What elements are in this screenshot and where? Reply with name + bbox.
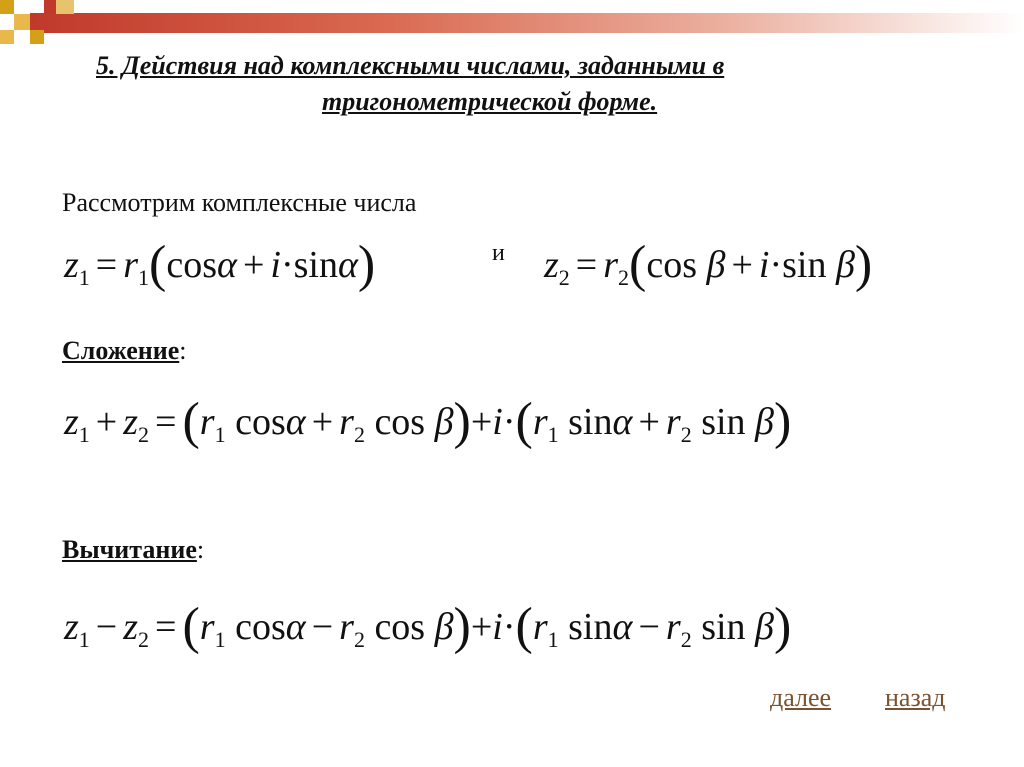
formula-addition: $z_1 + z_2 = (r_1$ $\cos\alpha + r_2$ $\cos \beta)+i\cdot(r_1$ $\sin\alpha + r_2$ sin β)	[64, 393, 792, 450]
section-subtraction-heading	[62, 535, 204, 565]
decor-square	[0, 30, 14, 44]
slide-title-line-1: 5. Действия над комплексными числами, заданными в	[96, 51, 725, 80]
decor-square	[44, 0, 56, 14]
next-link[interactable]: далее	[770, 683, 832, 712]
decor-square	[0, 0, 14, 14]
colon: :	[179, 336, 187, 365]
section-subtraction-label: Вычитание	[62, 535, 197, 564]
section-addition-heading	[62, 336, 187, 366]
conjunction-text: и	[492, 240, 505, 266]
back-link[interactable]: назад	[885, 683, 946, 712]
formula-subtraction: $z_1 - z_2 = (r_1$ $\cos\alpha - r_2$ $\cos \beta)+i\cdot(r_1$ $\sin\alpha - r_2$ sin β)	[64, 598, 792, 655]
slide-title	[64, 48, 984, 120]
formula-z1: $z_1 = r_1(\cos\alpha + i\cdot\sin\alpha)$	[64, 236, 376, 293]
decor-square	[14, 14, 30, 30]
intro-text: Рассмотрим комплексные числа	[62, 188, 417, 217]
header-gradient-bar	[30, 13, 1024, 33]
decor-square	[56, 0, 74, 14]
decor-square	[30, 30, 44, 44]
slide-title-line-2: тригонометрической форме.	[322, 87, 658, 116]
section-addition-label: Сложение	[62, 336, 180, 365]
formula-z2: $z_2 = r_2(\cos$ β + i·sin β)	[544, 236, 873, 293]
colon: :	[196, 535, 205, 564]
